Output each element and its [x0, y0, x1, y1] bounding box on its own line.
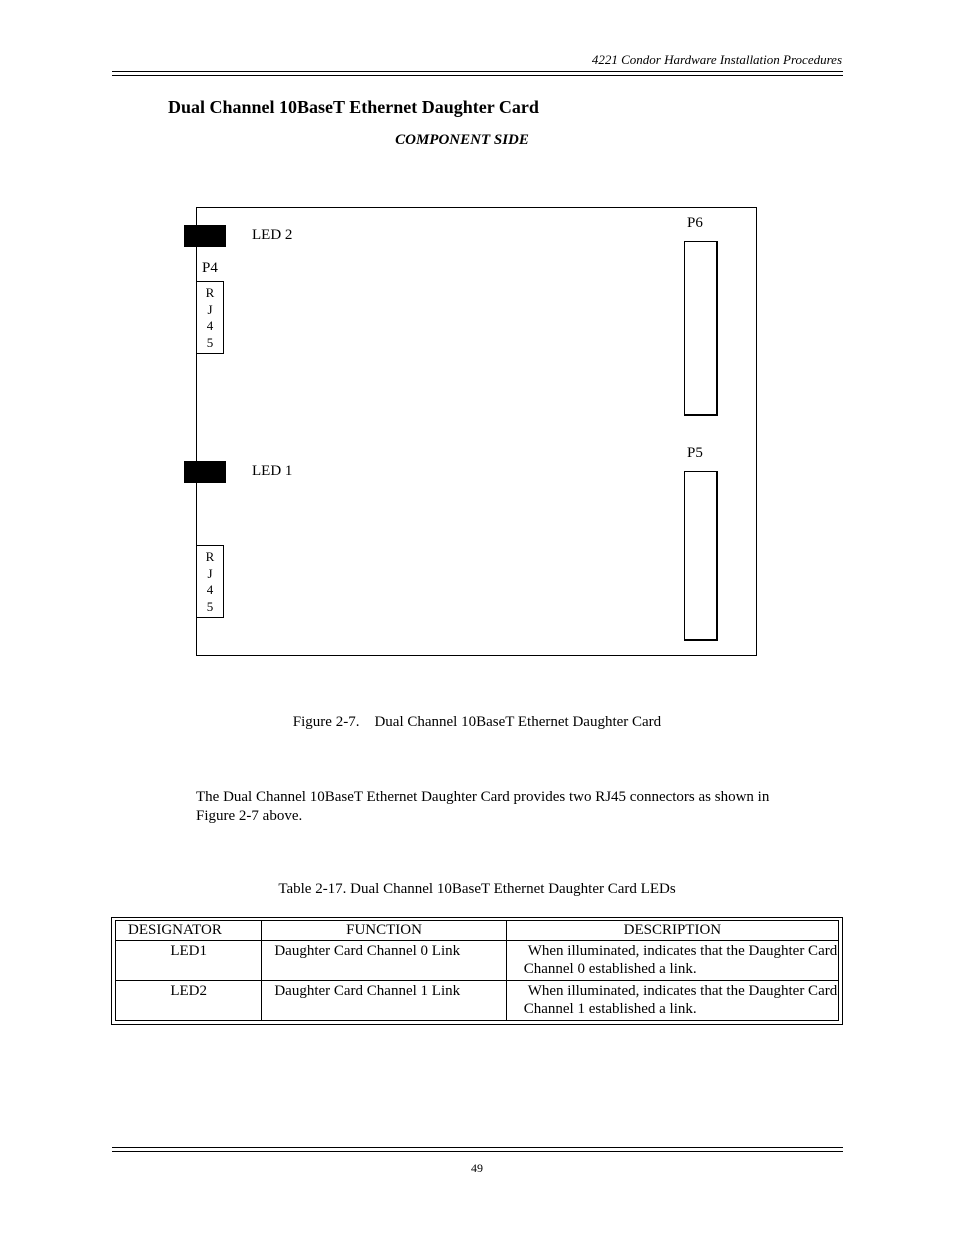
page-number: 49	[471, 1161, 483, 1175]
header-description: DESCRIPTION	[506, 921, 838, 941]
body-line-1: The Dual Channel 10BaseT Ethernet Daughter Card provides two RJ45 connectors as shown in	[196, 789, 770, 805]
rj45-letter: 4	[206, 582, 214, 598]
led1-indicator	[184, 461, 226, 483]
rj45-letter: R	[205, 548, 215, 564]
description-line: When illuminated, indicates that the Daughter Card	[527, 983, 838, 999]
rj45-connector-top	[196, 281, 224, 354]
p5-label: P5	[687, 445, 703, 461]
header-rule-bottom	[112, 75, 843, 76]
footer-rule-top	[112, 1147, 843, 1148]
p4-label: P4	[202, 260, 218, 276]
cell-function: Daughter Card Channel 0 Link	[262, 941, 506, 981]
rj45-letter: R	[205, 284, 215, 300]
rj45-letter: 5	[206, 335, 214, 351]
table-row	[116, 941, 839, 981]
body-line-2: Figure 2-7 above.	[196, 808, 303, 824]
body-paragraph	[196, 788, 836, 826]
rj45-connector-bottom	[196, 545, 224, 618]
cell-function: Daughter Card Channel 1 Link	[262, 981, 506, 1021]
p5-connector	[684, 471, 718, 641]
led2-label: LED 2	[252, 227, 293, 243]
rj45-letter: J	[207, 565, 213, 581]
led-table	[115, 920, 839, 1021]
header-rule-top	[112, 71, 843, 72]
p6-label: P6	[687, 215, 703, 231]
table-row	[116, 981, 839, 1021]
rj45-letter: 4	[206, 318, 214, 334]
rj45-letter: J	[207, 301, 213, 317]
description-line: Channel 0 established a link.	[523, 961, 697, 977]
section-title: Dual Channel 10BaseT Ethernet Daughter Card	[168, 97, 539, 117]
component-side-label: COMPONENT SIDE	[395, 132, 529, 148]
figure-caption: Figure 2-7. Dual Channel 10BaseT Ethernet Daughter Card	[292, 714, 662, 730]
led1-label: LED 1	[252, 463, 293, 479]
p6-connector	[684, 241, 718, 416]
description-line: When illuminated, indicates that the Daughter Card	[527, 943, 838, 959]
running-header: 4221 Condor Hardware Installation Procedures	[591, 52, 842, 67]
cell-description	[506, 981, 838, 1021]
cell-designator: LED2	[116, 981, 262, 1021]
led2-indicator	[184, 225, 226, 247]
cell-description	[506, 941, 838, 981]
description-line: Channel 1 established a link.	[523, 1001, 697, 1017]
rj45-letter: 5	[206, 599, 214, 615]
header-function: FUNCTION	[262, 921, 506, 941]
daughter-card-board	[196, 207, 757, 656]
table-caption: Table 2-17. Dual Channel 10BaseT Ethernet Daughter Card LEDs	[278, 881, 676, 897]
table-header-row	[116, 921, 839, 941]
cell-designator: LED1	[116, 941, 262, 981]
header-designator: DESIGNATOR	[116, 921, 262, 941]
footer-rule-bottom	[112, 1151, 843, 1152]
